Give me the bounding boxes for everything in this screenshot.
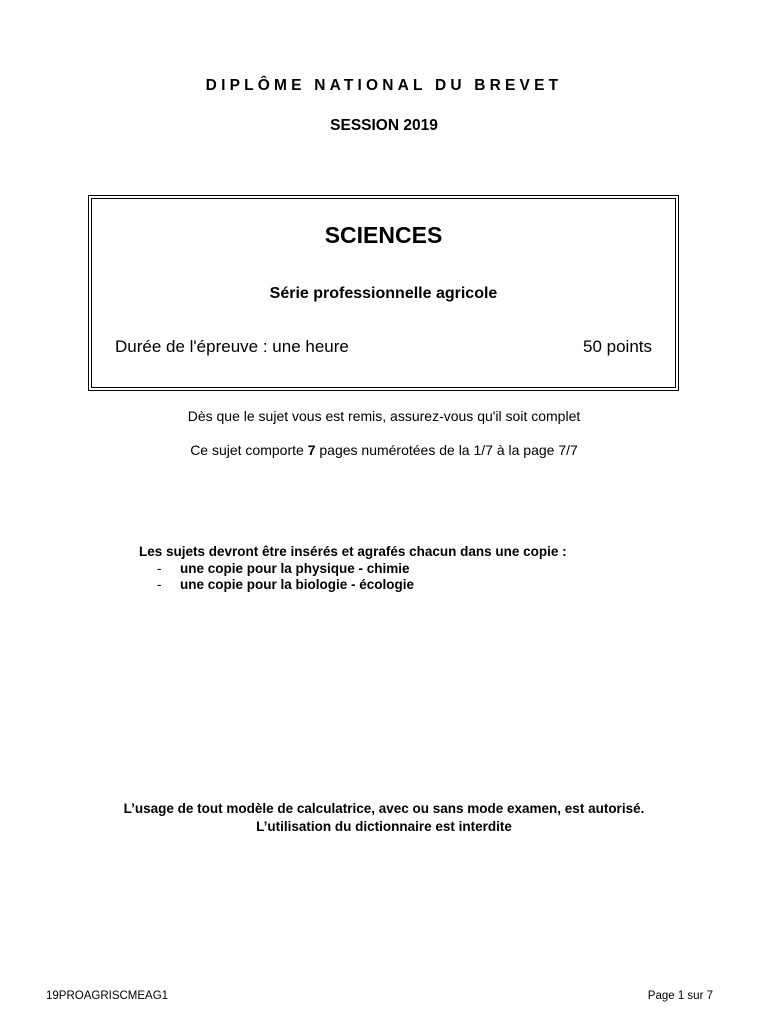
list-bullet: - bbox=[157, 560, 162, 576]
list-item bbox=[139, 577, 567, 594]
footer-code: 19PROAGRISCMEAG1 bbox=[46, 990, 169, 1002]
calculator-rule: L’usage de tout modèle de calculatrice, avec ou sans mode examen, est autorisé. bbox=[123, 801, 645, 816]
exam-duration: Durée de l'épreuve : une heure bbox=[115, 337, 349, 356]
subject-series: Série professionnelle agricole bbox=[269, 285, 498, 302]
page-count-notice bbox=[0, 442, 768, 458]
subject-title: SCIENCES bbox=[324, 222, 443, 248]
list-item-text: une copie pour la physique - chimie bbox=[180, 560, 410, 576]
page-count-number: 7 bbox=[307, 442, 316, 458]
session-label: SESSION 2019 bbox=[330, 117, 438, 134]
list-bullet: - bbox=[157, 577, 162, 592]
list-item bbox=[139, 561, 567, 578]
exam-title: DIPLÔME NATIONAL DU BREVET bbox=[205, 77, 563, 94]
subject-box bbox=[88, 195, 679, 391]
page-count-suffix: pages numérotées de la 1/7 à la page 7/7 bbox=[315, 442, 578, 458]
instructions-intro: Les sujets devront être insérés et agrafés chacun dans une copie : bbox=[139, 544, 567, 559]
footer-page-number: Page 1 sur 7 bbox=[647, 990, 713, 1002]
list-item-text: une copie pour la biologie - écologie bbox=[180, 577, 415, 592]
exam-rules bbox=[0, 800, 768, 836]
completeness-notice: Dès que le sujet vous est remis, assurez-vous qu'il soit complet bbox=[187, 408, 581, 424]
dictionary-rule: L’utilisation du dictionnaire est interdite bbox=[256, 819, 512, 834]
stapling-instructions bbox=[139, 544, 567, 594]
exam-points: 50 points bbox=[583, 337, 652, 356]
page-count-prefix: Ce sujet comporte bbox=[190, 442, 308, 458]
